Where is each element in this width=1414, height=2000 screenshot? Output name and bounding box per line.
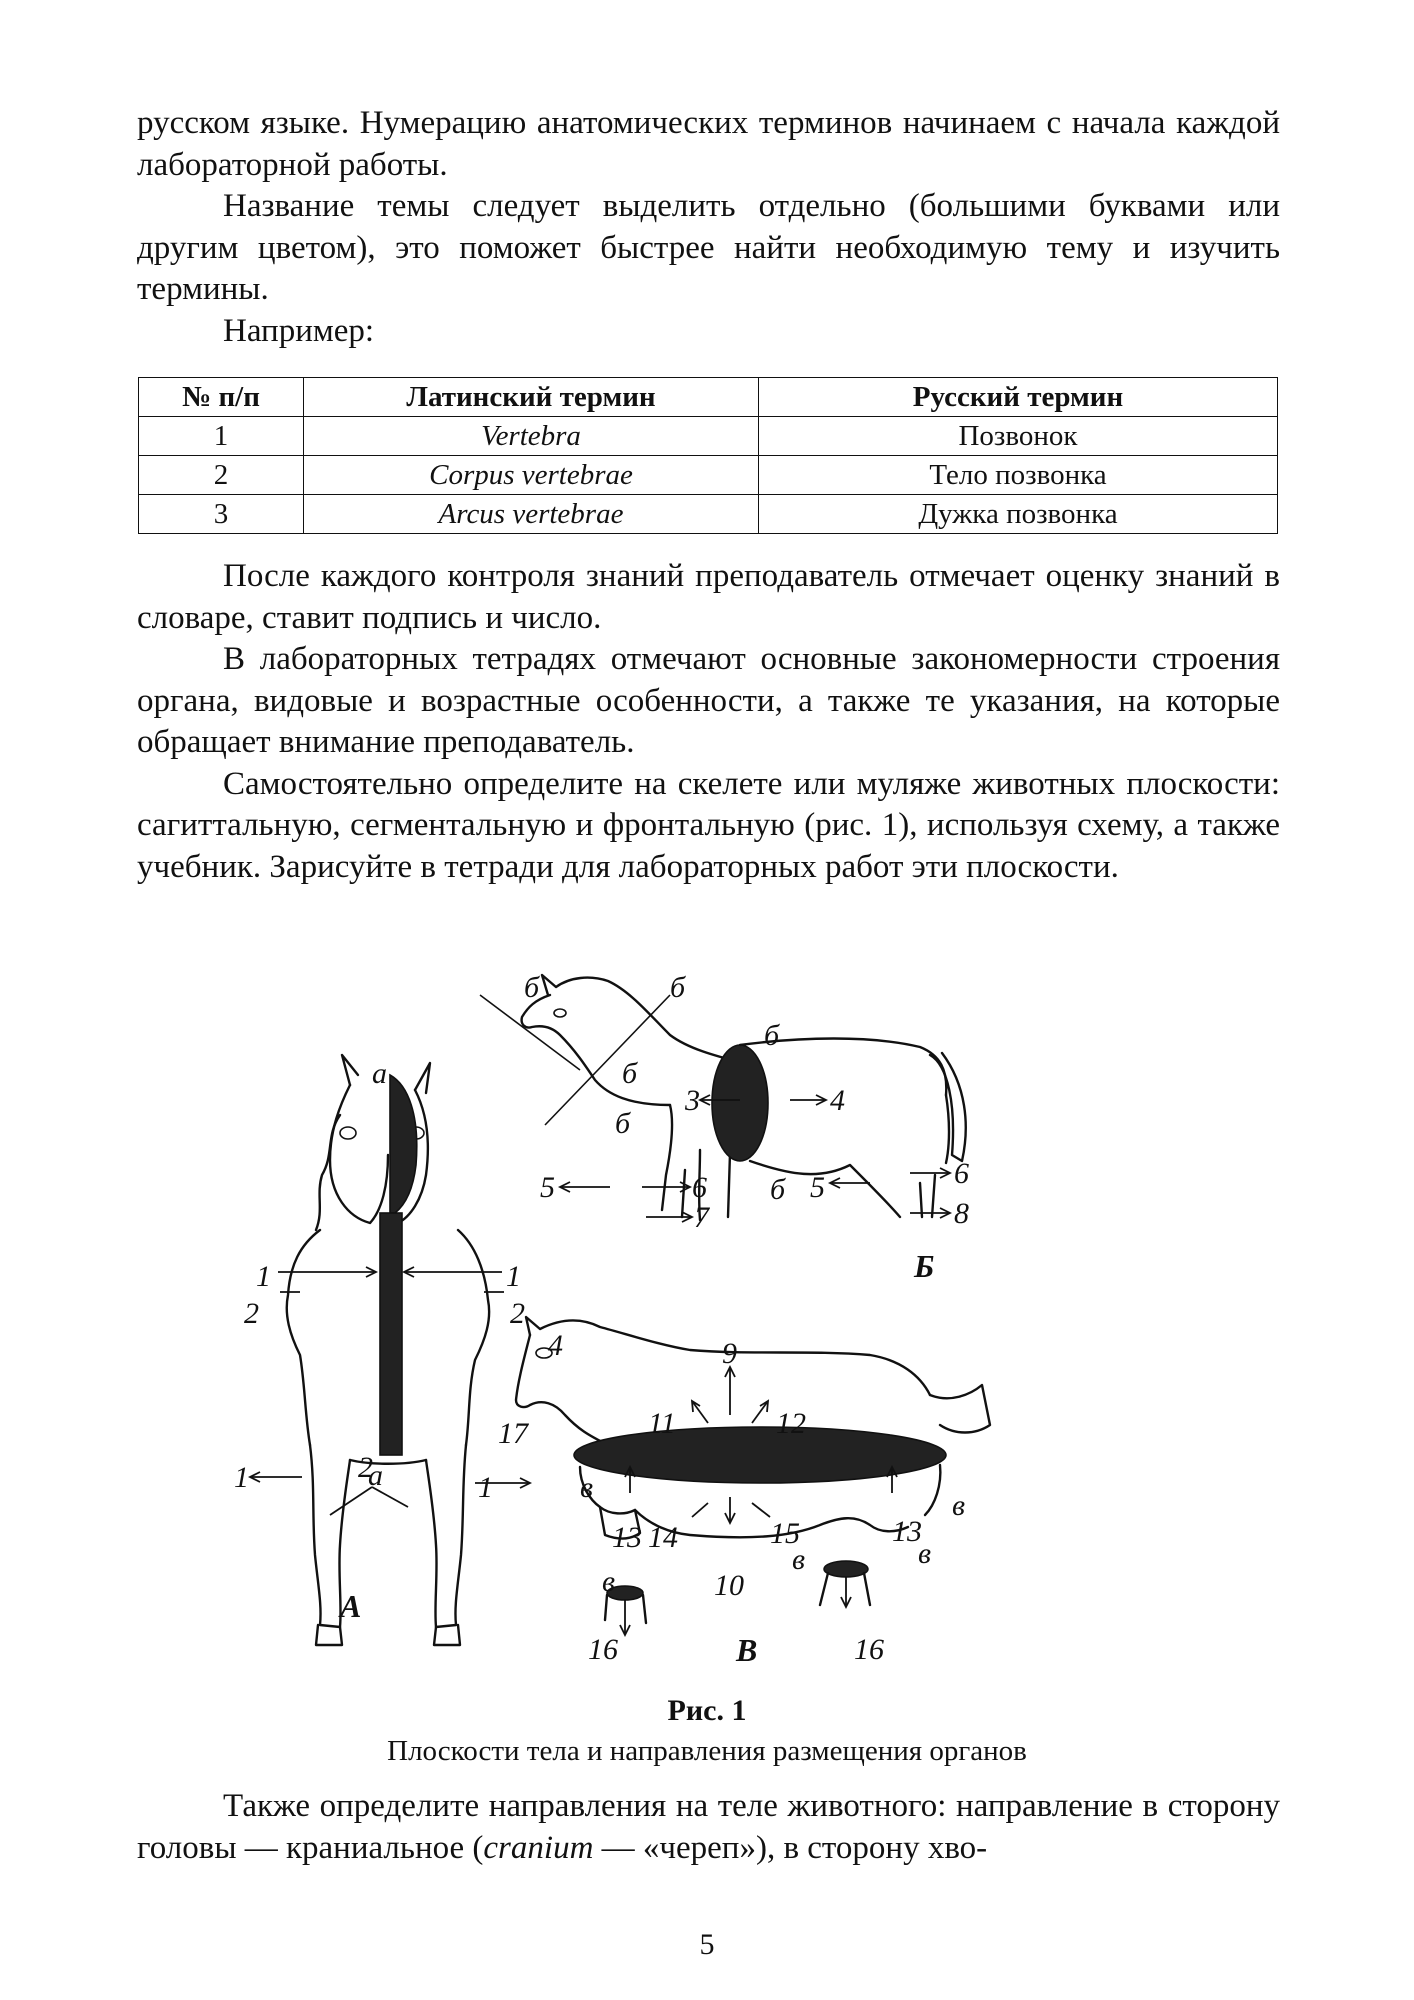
table-cell: 3 [139, 495, 304, 534]
label-b: б [770, 1173, 786, 1206]
label-1: 1 [506, 1260, 521, 1293]
panel-a-horse-front [234, 1055, 530, 1645]
paragraph: После каждого контроля знаний преподаватель отмечает оценку знаний в словаре, ставит подпись и число. [137, 558, 1280, 636]
table-cell: Позвонок [759, 417, 1278, 456]
label-v: в [918, 1537, 932, 1570]
label-15: 15 [770, 1517, 800, 1550]
figure-caption-title: Рис. 1 [667, 1694, 747, 1727]
figure-body-planes [230, 955, 1190, 1680]
table-cell: Vertebra [304, 417, 759, 456]
label-13: 13 [892, 1515, 922, 1548]
panel-label-b: Б [914, 1248, 935, 1284]
page-number: 5 [699, 1928, 715, 1961]
label-b: б [670, 971, 686, 1004]
label-v: в [580, 1471, 594, 1504]
text-run: Также определите направления на теле животного: направление в сторону головы — краниальное ( [137, 1788, 1280, 1866]
label-5: 5 [540, 1171, 555, 1204]
text-middle [137, 556, 1280, 888]
label-1: 1 [478, 1471, 493, 1504]
label-6: 6 [954, 1157, 969, 1190]
table-row [139, 456, 1278, 495]
label-4: 4 [548, 1329, 563, 1362]
label-2: 2 [244, 1297, 259, 1330]
label-v: в [952, 1489, 966, 1522]
panel-b-horse-segmental [480, 971, 969, 1284]
table-cell: Тело позвонка [759, 456, 1278, 495]
label-4: 4 [830, 1084, 845, 1117]
panel-label-a: А [340, 1588, 362, 1624]
paragraph [137, 1786, 1280, 1869]
text-top [137, 103, 1280, 352]
paragraph: Самостоятельно определите на скелете или муляже животных плоскости: сагиттальную, сегментальную и фронтальную (рис. 1), используя схему, а также учебник. Зарисуйте в тетради для лабораторных работ эти плоскости. [137, 765, 1280, 885]
label-b: б [622, 1057, 638, 1090]
label-b: б [524, 971, 540, 1004]
paragraph: Например: [223, 312, 375, 349]
label-9: 9 [722, 1337, 737, 1370]
label-6: 6 [692, 1171, 707, 1204]
table-cell: Corpus vertebrae [304, 456, 759, 495]
label-a: а [368, 1459, 383, 1492]
column-header: № п/п [139, 378, 304, 417]
label-16: 16 [854, 1633, 884, 1666]
label-13: 13 [612, 1521, 642, 1554]
label-11: 11 [648, 1407, 676, 1440]
paragraph: Название темы следует выделить отдельно (большими буквами или другим цветом), это поможет быстрее найти необходимую тему и изучить термины. [137, 188, 1280, 307]
label-5: 5 [810, 1171, 825, 1204]
label-v: в [792, 1543, 806, 1576]
label-2: 2 [358, 1451, 373, 1484]
column-header: Русский термин [759, 378, 1278, 417]
panel-c-horse-frontal [498, 1317, 990, 1668]
paragraph: русском языке. Нумерацию анатомических терминов начинаем с начала каждой лабораторной работы. [137, 105, 1280, 183]
column-header: Латинский термин [304, 378, 759, 417]
table-cell: Дужка позвонка [759, 495, 1278, 534]
label-16: 16 [588, 1633, 618, 1666]
figure-caption-subtitle: Плоскости тела и направления размещения органов [387, 1735, 1027, 1767]
label-8: 8 [954, 1197, 969, 1230]
paragraph: В лабораторных тетрадях отмечают основные закономерности строения органа, видовые и возрастные особенности, а также те указания, на которые обращает внимание преподаватель. [137, 641, 1280, 760]
text-bottom [137, 1786, 1280, 1869]
label-17: 17 [498, 1417, 528, 1450]
table-row [139, 495, 1278, 534]
label-1: 1 [256, 1260, 271, 1293]
label-7: 7 [694, 1201, 709, 1234]
label-12: 12 [776, 1407, 806, 1440]
text-run: — «череп»), в сторону хво- [593, 1829, 988, 1866]
label-b: б [615, 1107, 631, 1140]
label-a: а [372, 1057, 387, 1090]
label-b: б [764, 1019, 780, 1052]
terms-table [138, 377, 1278, 534]
latin-term: cranium [483, 1829, 594, 1866]
label-v: в [602, 1565, 616, 1598]
label-3: 3 [685, 1084, 700, 1117]
label-2: 2 [510, 1297, 525, 1330]
label-10: 10 [714, 1569, 744, 1602]
table-cell: Arcus vertebrae [304, 495, 759, 534]
table-cell: 1 [139, 417, 304, 456]
table-cell: 2 [139, 456, 304, 495]
label-14: 14 [648, 1521, 678, 1554]
label-1: 1 [234, 1461, 249, 1494]
table-row [139, 417, 1278, 456]
panel-label-c: В [736, 1632, 758, 1668]
table-header-row [139, 378, 1278, 417]
